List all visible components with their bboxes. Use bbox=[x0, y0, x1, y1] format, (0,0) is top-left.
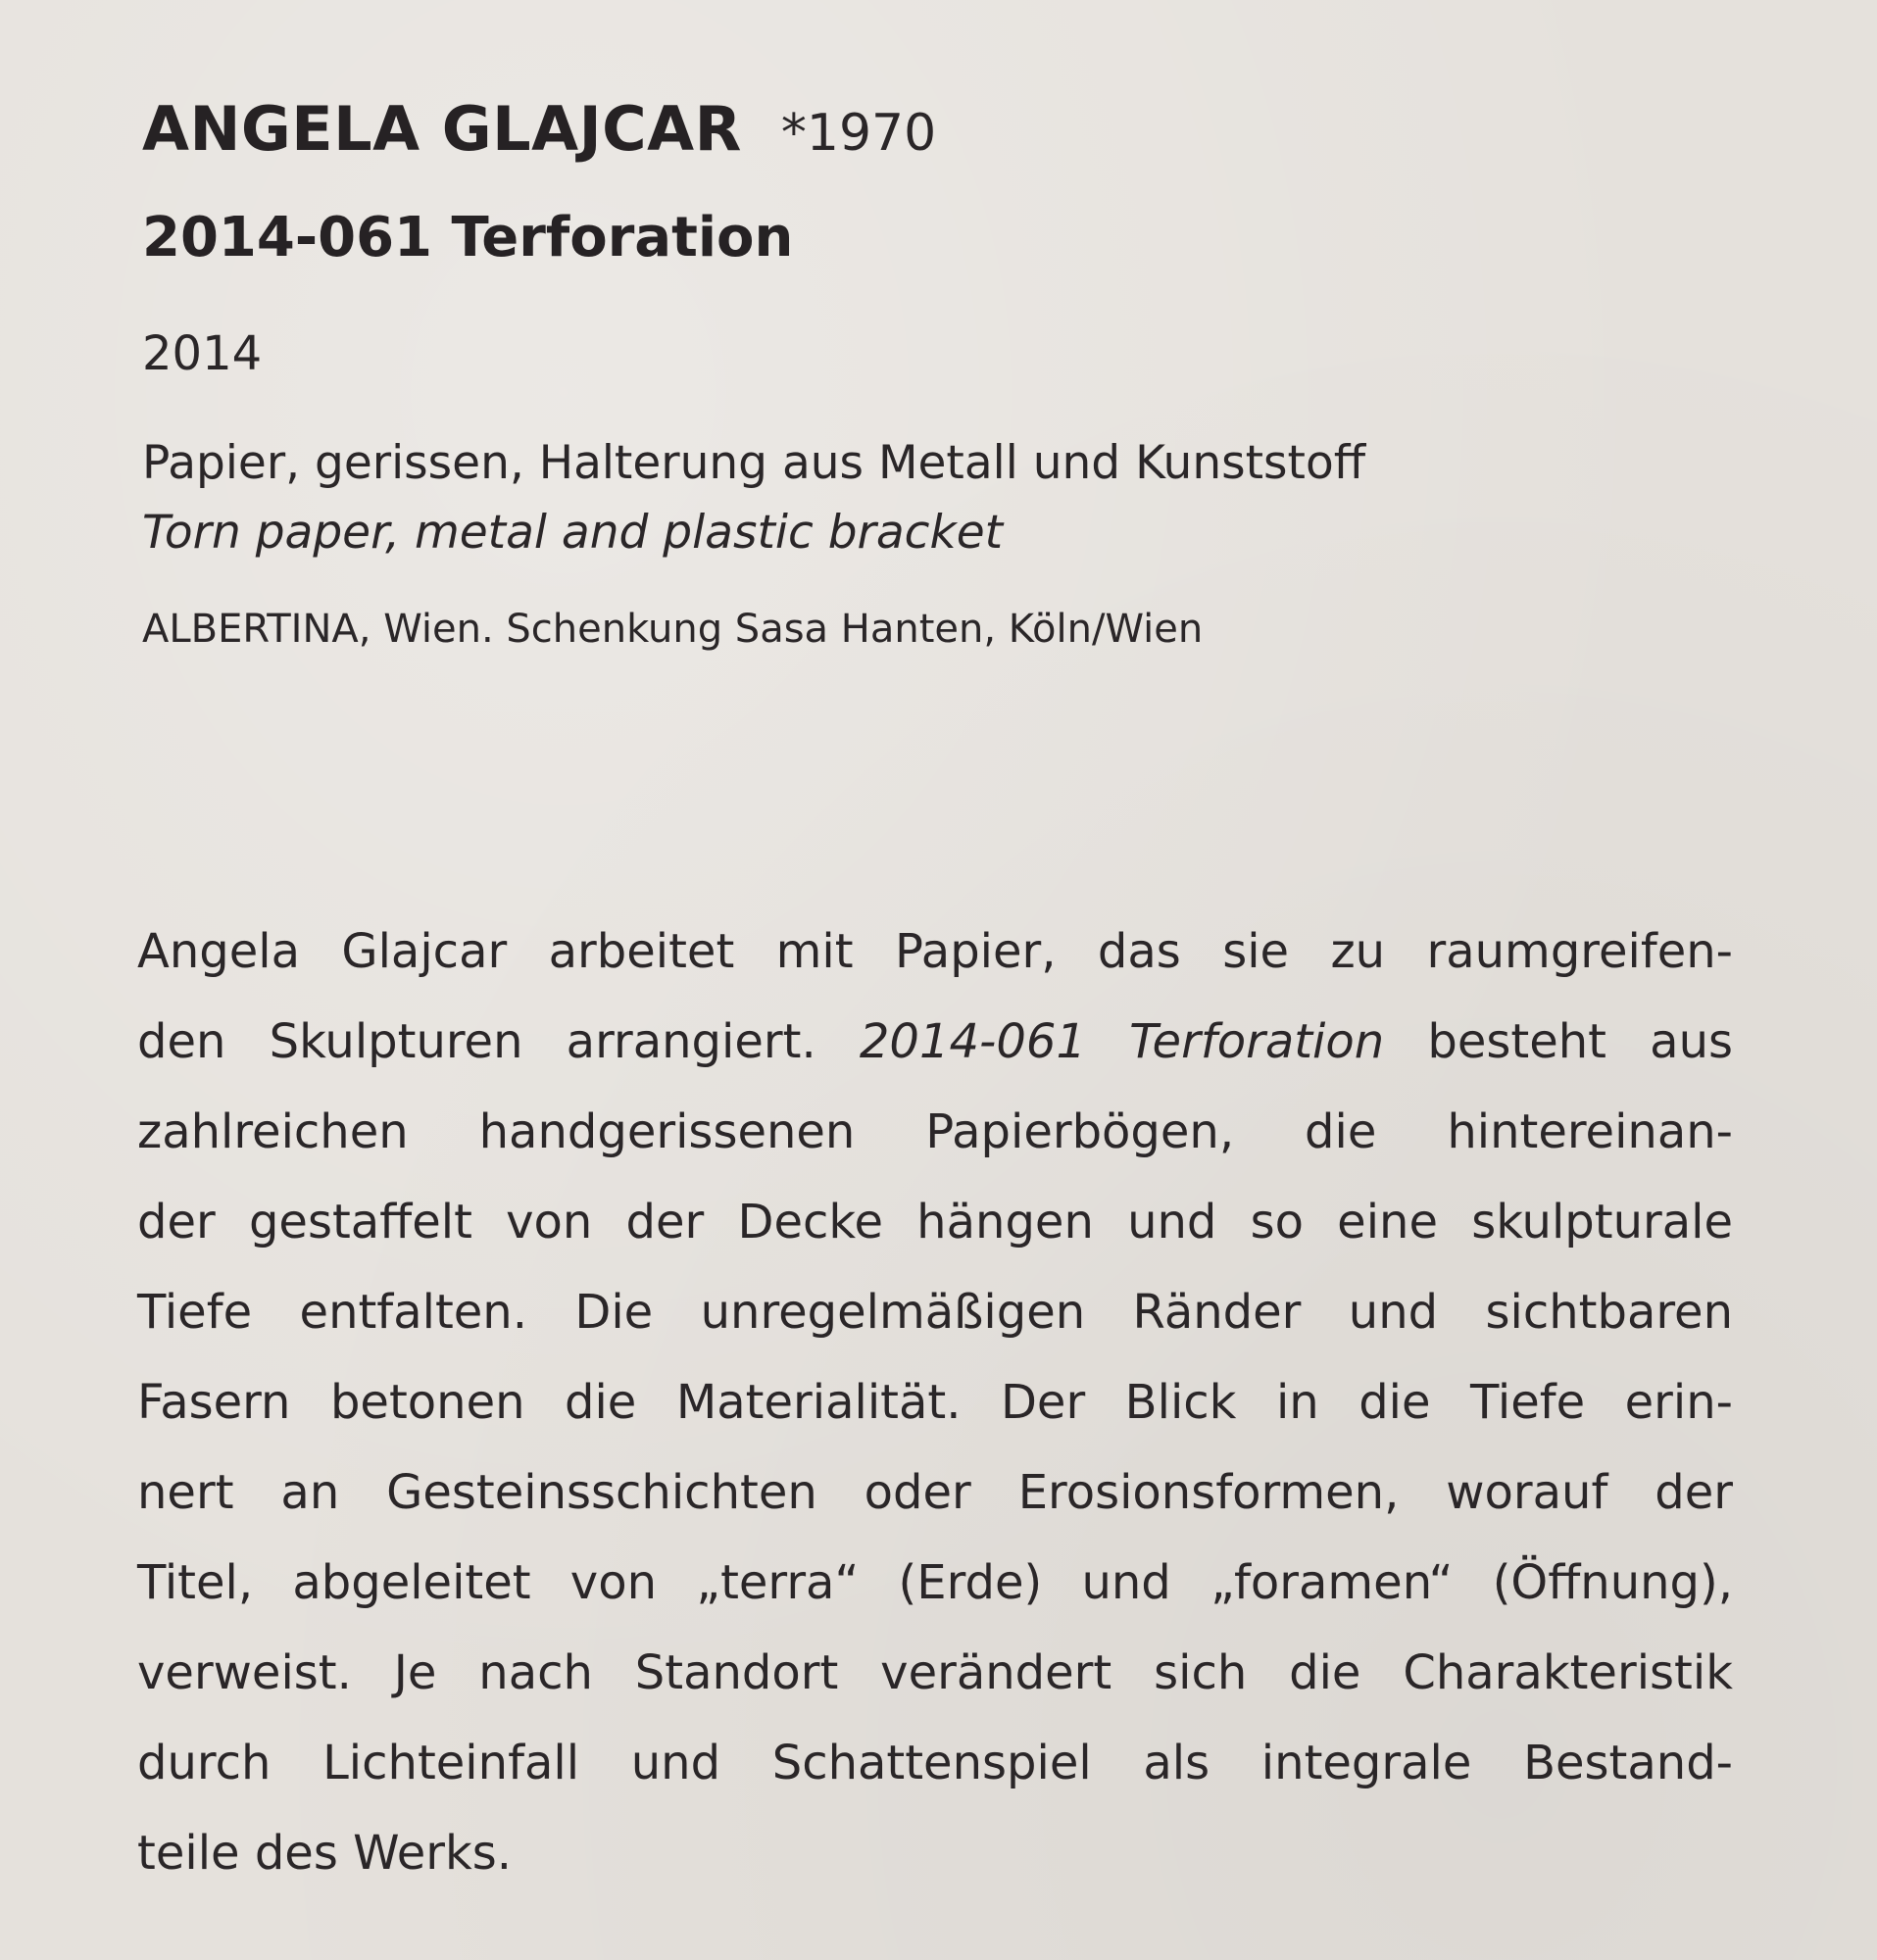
description-line: verweist. Je nach Standort verändert sich die Charakteristik bbox=[137, 1645, 1733, 1700]
artist-line bbox=[142, 93, 1769, 165]
description-line: nert an Gesteinsschichten oder Erosionsformen, worauf der bbox=[137, 1465, 1733, 1520]
label-header bbox=[142, 93, 1769, 652]
description-text bbox=[137, 906, 1733, 1898]
work-year: 2014 bbox=[142, 326, 263, 381]
description-work-title: 2014-061 Terforation bbox=[859, 1014, 1385, 1069]
description-line: teile des Werks. bbox=[137, 1826, 513, 1881]
description-line: zahlreichen handgerissenen Papierbögen, die hintereinan- bbox=[137, 1104, 1733, 1159]
credit-line: ALBERTINA, Wien. Schenkung Sasa Hanten, Köln/Wien bbox=[142, 607, 1204, 652]
medium-english: Torn paper, metal and plastic bracket bbox=[142, 506, 1004, 560]
description-line-end: besteht aus bbox=[1384, 1014, 1733, 1069]
work-title: 2014-061 Terforation bbox=[142, 206, 794, 270]
description-line: Tiefe entfalten. Die unregelmäßigen Ränder und sichtbaren bbox=[137, 1285, 1733, 1340]
description-line: Angela Glajcar arbeitet mit Papier, das sie zu raumgreifen- bbox=[137, 924, 1733, 979]
description-line bbox=[137, 997, 1733, 1087]
description-line: der gestaffelt von der Decke hängen und so eine skulpturale bbox=[137, 1195, 1733, 1250]
artist-birth-year: *1970 bbox=[780, 104, 937, 163]
description-line: durch Lichteinfall und Schattenspiel als integrale Bestand- bbox=[137, 1736, 1733, 1790]
medium-german: Papier, gerissen, Halterung aus Metall und Kunststoff bbox=[142, 436, 1366, 490]
description-line-start: den Skulpturen arrangiert. bbox=[137, 1014, 860, 1069]
artist-name: ANGELA GLAJCAR bbox=[142, 93, 742, 165]
description-line: Fasern betonen die Materialität. Der Blick in die Tiefe erin- bbox=[137, 1375, 1733, 1430]
description-line: Titel, abgeleitet von „terra“ (Erde) und „foramen“ (Öffnung), bbox=[137, 1555, 1733, 1610]
